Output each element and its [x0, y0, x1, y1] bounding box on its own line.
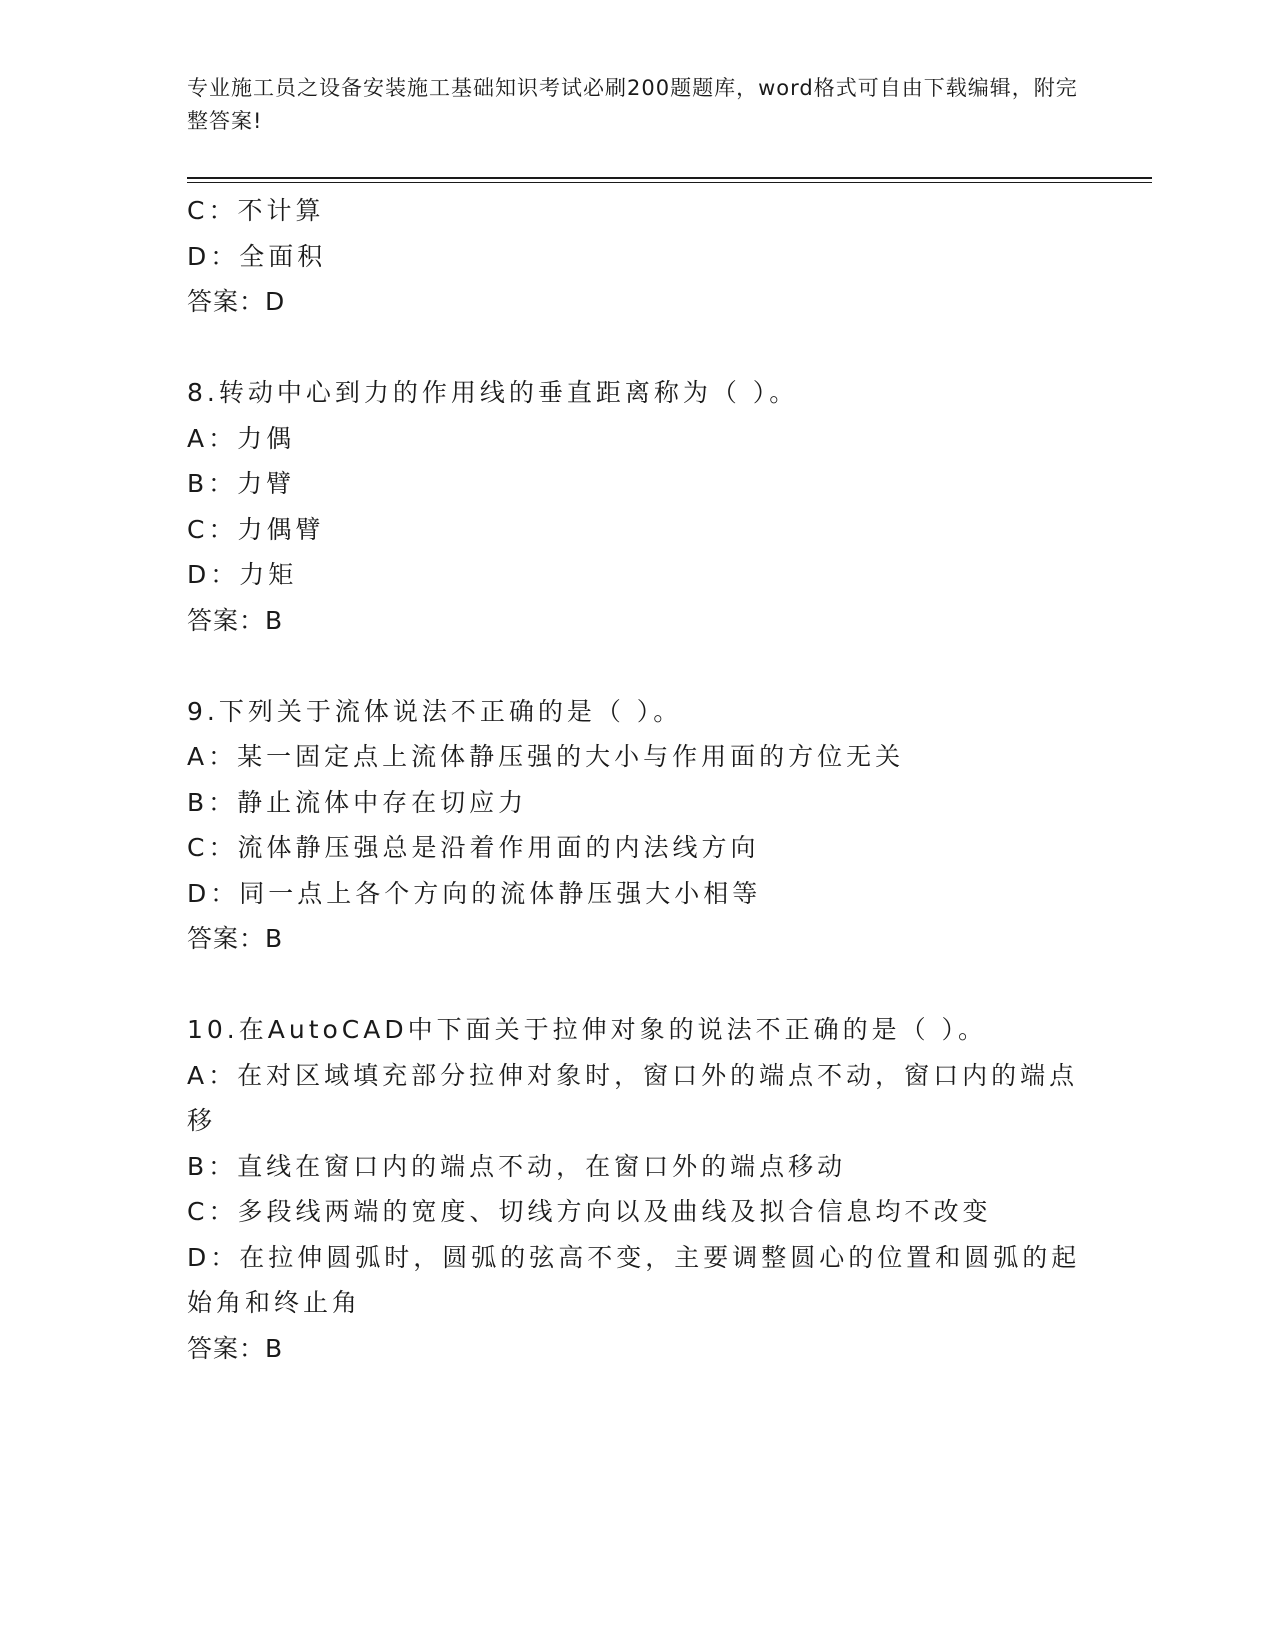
- header-divider-thick: [187, 177, 1152, 179]
- header-title: 专业施工员之设备安装施工基础知识考试必刷200题题库，word格式可自由下载编辑，附完整答案!: [187, 76, 1078, 133]
- question-9: [187, 689, 1087, 962]
- option-c: C：不计算: [187, 196, 325, 225]
- option-a: A：在对区域填充部分拉伸对象时，窗口外的端点不动，窗口内的端点移: [187, 1060, 1079, 1135]
- option-b: B：直线在窗口内的端点不动，在窗口外的端点移动: [187, 1151, 847, 1181]
- question-8: [187, 370, 1087, 643]
- document-header: [187, 72, 1087, 138]
- spacer: [187, 325, 1087, 371]
- spacer: [187, 643, 1087, 689]
- prev-question: [187, 188, 1087, 325]
- question-stem: 8.转动中心到力的作用线的垂直距离称为（ ）。: [187, 378, 799, 407]
- question-stem: 9.下列关于流体说法不正确的是（ ）。: [187, 696, 683, 726]
- option-c: C：流体静压强总是沿着作用面的内法线方向: [187, 833, 760, 862]
- header-divider-thin: [187, 182, 1152, 183]
- answer-line: 答案：B: [187, 1333, 284, 1363]
- option-b: B：力臂: [187, 469, 296, 498]
- option-c: C：多段线两端的宽度、切线方向以及曲线及拟合信息均不改变: [187, 1197, 992, 1226]
- option-c: C：力偶臂: [187, 514, 325, 544]
- option-b: B：静止流体中存在切应力: [187, 787, 528, 817]
- question-list: [187, 188, 1087, 1371]
- option-d: D：全面积: [187, 241, 327, 271]
- spacer: [187, 962, 1087, 1008]
- answer-line: 答案：B: [187, 605, 284, 635]
- option-a: A：某一固定点上流体静压强的大小与作用面的方位无关: [187, 742, 905, 771]
- option-d: D：力矩: [187, 560, 298, 589]
- question-10: [187, 1007, 1087, 1371]
- option-a: A：力偶: [187, 423, 296, 453]
- option-d: D：同一点上各个方向的流体静压强大小相等: [187, 878, 762, 908]
- answer-line: 答案：D: [187, 287, 286, 316]
- option-d: D：在拉伸圆弧时，圆弧的弦高不变，主要调整圆心的位置和圆弧的起始角和终止角: [187, 1242, 1081, 1317]
- answer-line: 答案：B: [187, 924, 284, 953]
- question-stem: 10.在AutoCAD中下面关于拉伸对象的说法不正确的是（ ）。: [187, 1015, 988, 1044]
